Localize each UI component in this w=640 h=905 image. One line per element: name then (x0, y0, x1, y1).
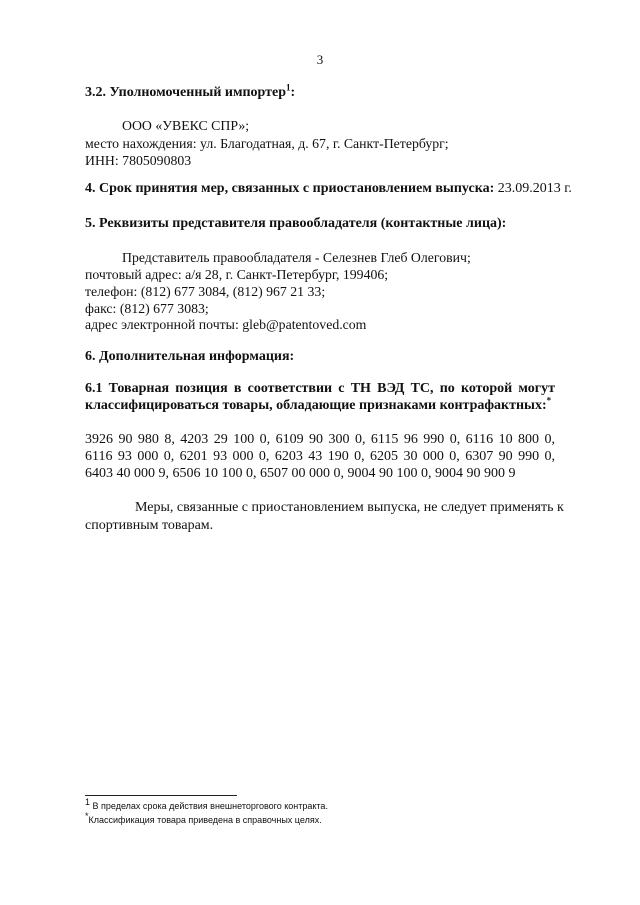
section-6-heading: 6. Дополнительная информация: (85, 349, 295, 364)
representative-name: Представитель правообладателя - Селезнев Глеб Олегович; (122, 250, 471, 265)
footnote-1-text: В пределах срока действия внешнеторгового контракта. (92, 801, 328, 811)
footnote-separator (85, 795, 237, 796)
footnote-2-mark: * (85, 811, 89, 821)
footnote-ref-star: * (546, 395, 552, 406)
section-3-2-heading (85, 82, 296, 101)
footnote-1 (85, 797, 328, 811)
footnote-2 (85, 811, 322, 825)
representative-postal: почтовый адрес: а/я 28, г. Санкт-Петербург, 199406; (85, 267, 389, 282)
section-6-1-title-text: классифицироваться товары, обладающие признаками контрафактных: (85, 398, 547, 413)
footnote-2-text: Классификация товара приведена в справочных целях. (88, 815, 322, 825)
tnved-codes-line2: 6116 93 000 0, 6201 93 000 0, 6203 43 190 0, 6205 30 000 0, 6307 90 990 0, (85, 449, 555, 464)
section-6-1-title-line2 (85, 395, 552, 414)
importer-address: место нахождения: ул. Благодатная, д. 67, г. Санкт-Петербург; (85, 136, 449, 151)
representative-email: адрес электронной почты: gleb@patentoved.com (85, 317, 367, 332)
section-3-2-title-suffix: : (290, 85, 296, 100)
sports-goods-note-line2: спортивным товарам. (85, 518, 214, 533)
page-number: 3 (316, 52, 324, 67)
representative-fax: факс: (812) 677 3083; (85, 301, 209, 316)
sports-goods-note-line1: Меры, связанные с приостановлением выпуска, не следует применять к (135, 500, 564, 515)
tnved-codes-line1: 3926 90 980 8, 4203 29 100 0, 6109 90 300 0, 6115 96 990 0, 6116 10 800 0, (85, 432, 555, 447)
importer-inn: ИНН: 7805090803 (85, 153, 192, 168)
section-4-heading (85, 181, 572, 197)
section-4-date: 23.09.2013 г. (497, 181, 572, 196)
representative-phone: телефон: (812) 677 3084, (812) 967 21 33; (85, 284, 326, 299)
section-6-1-title-line1: 6.1 Товарная позиция в соответствии с ТН ВЭД ТС, по которой могут (85, 381, 555, 396)
tnved-codes-line3: 6403 40 000 9, 6506 10 100 0, 6507 00 000 0, 9004 90 100 0, 9004 90 900 9 (85, 466, 516, 481)
importer-company: ООО «УВЕКС СПР»; (122, 118, 250, 133)
section-3-2-title: 3.2. Уполномоченный импортер (85, 85, 287, 100)
section-4-title: 4. Срок принятия мер, связанных с приостановлением выпуска: (85, 181, 495, 196)
footnote-ref-1: 1 (286, 82, 291, 93)
footnote-1-mark: 1 (85, 797, 91, 807)
section-5-heading: 5. Реквизиты представителя правообладателя (контактные лица): (85, 216, 507, 231)
